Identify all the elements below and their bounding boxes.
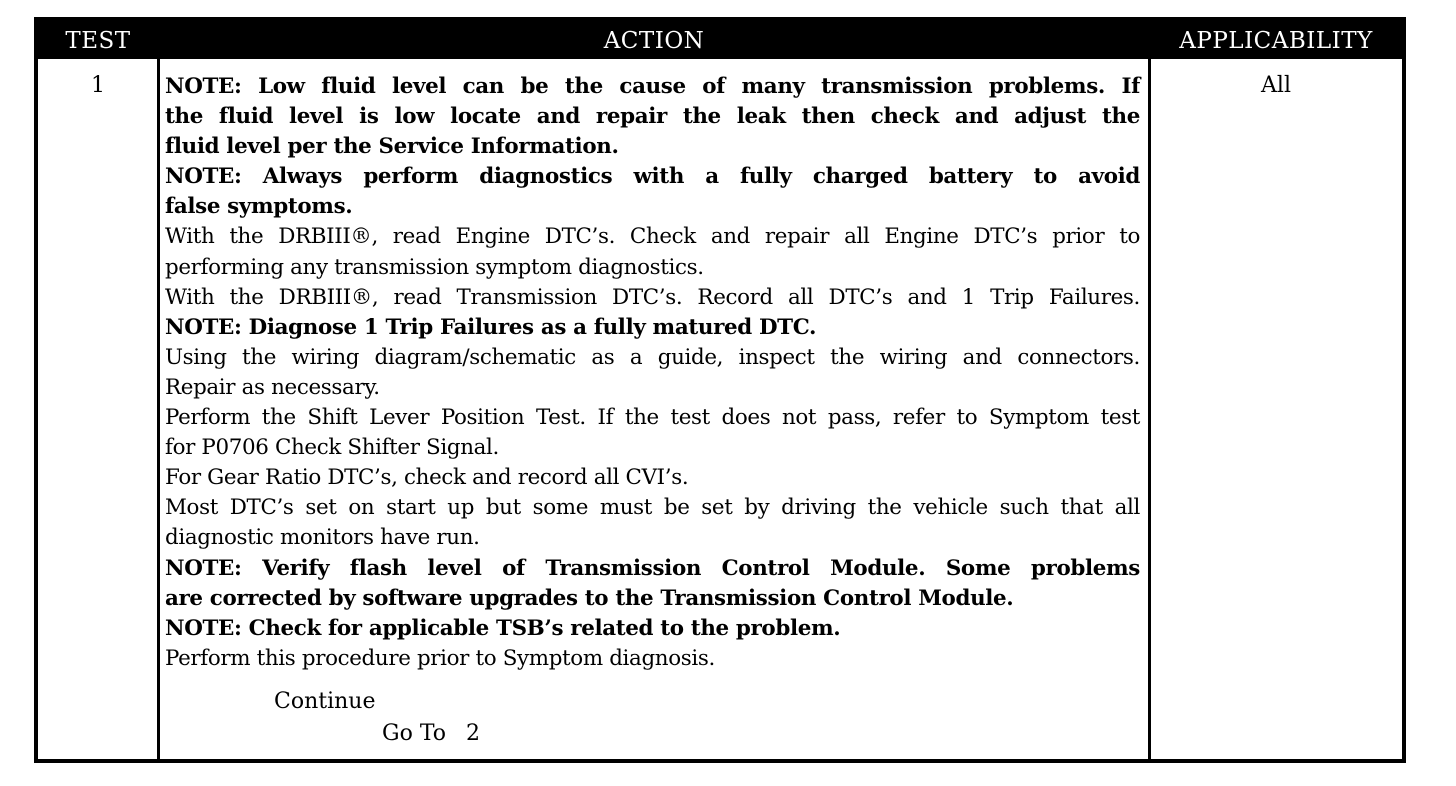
action-line: fluid level per the Service Information.: [165, 134, 619, 160]
action-line: Most DTC’s set on start up but some must be set by driving the vehicle such that all: [165, 495, 1140, 521]
action-line: NOTE: Always perform diagnostics with a fully charged battery to avoid: [165, 164, 1140, 190]
diagnostic-test-table: [34, 17, 1406, 763]
continue-label: Continue: [274, 689, 376, 714]
action-line: are corrected by software upgrades to the Transmission Control Module.: [165, 585, 1014, 611]
action-line: Perform this procedure prior to Symptom diagnosis.: [165, 645, 715, 671]
action-line: For Gear Ratio DTC’s, check and record all CVI’s.: [165, 465, 689, 491]
action-line: performing any transmission symptom diagnostics.: [165, 254, 704, 280]
test-number: 1: [91, 73, 105, 98]
goto-instruction[interactable]: [382, 721, 480, 746]
table-header: [38, 21, 1402, 59]
action-line: With the DRBIII®, read Engine DTC’s. Check and repair all Engine DTC’s prior to: [165, 224, 1140, 250]
action-line: With the DRBIII®, read Transmission DTC’s. Record all DTC’s and 1 Trip Failures.: [165, 284, 1140, 310]
action-line: for P0706 Check Shifter Signal.: [165, 435, 499, 461]
action-line: NOTE: Low fluid level can be the cause of many transmission problems. If: [165, 74, 1140, 99]
action-line: the fluid level is low locate and repair the leak then check and adjust the: [165, 104, 1140, 130]
header-applicability: APPLICABILITY: [1179, 28, 1373, 54]
action-line: diagnostic monitors have run.: [165, 525, 480, 551]
header-test: TEST: [65, 28, 131, 54]
action-line: NOTE: Check for applicable TSB’s related to the problem.: [165, 615, 841, 641]
action-line: false symptoms.: [165, 194, 353, 220]
action-text: [165, 72, 1140, 674]
action-line: Using the wiring diagram/schematic as a guide, inspect the wiring and connectors.: [165, 344, 1140, 370]
action-line: Perform the Shift Lever Position Test. If the test does not pass, refer to Symptom test: [165, 405, 1140, 431]
action-line: Repair as necessary.: [165, 374, 380, 400]
action-line: NOTE: Diagnose 1 Trip Failures as a fully matured DTC.: [165, 314, 817, 340]
goto-target[interactable]: 2: [466, 721, 481, 746]
goto-label: Go To: [382, 721, 447, 746]
header-action: ACTION: [603, 28, 705, 54]
applicability-value: All: [1261, 73, 1291, 98]
column-divider-applicability: [1148, 59, 1151, 759]
column-divider-test: [157, 59, 160, 759]
action-line: NOTE: Verify flash level of Transmission Control Module. Some problems: [165, 555, 1140, 581]
